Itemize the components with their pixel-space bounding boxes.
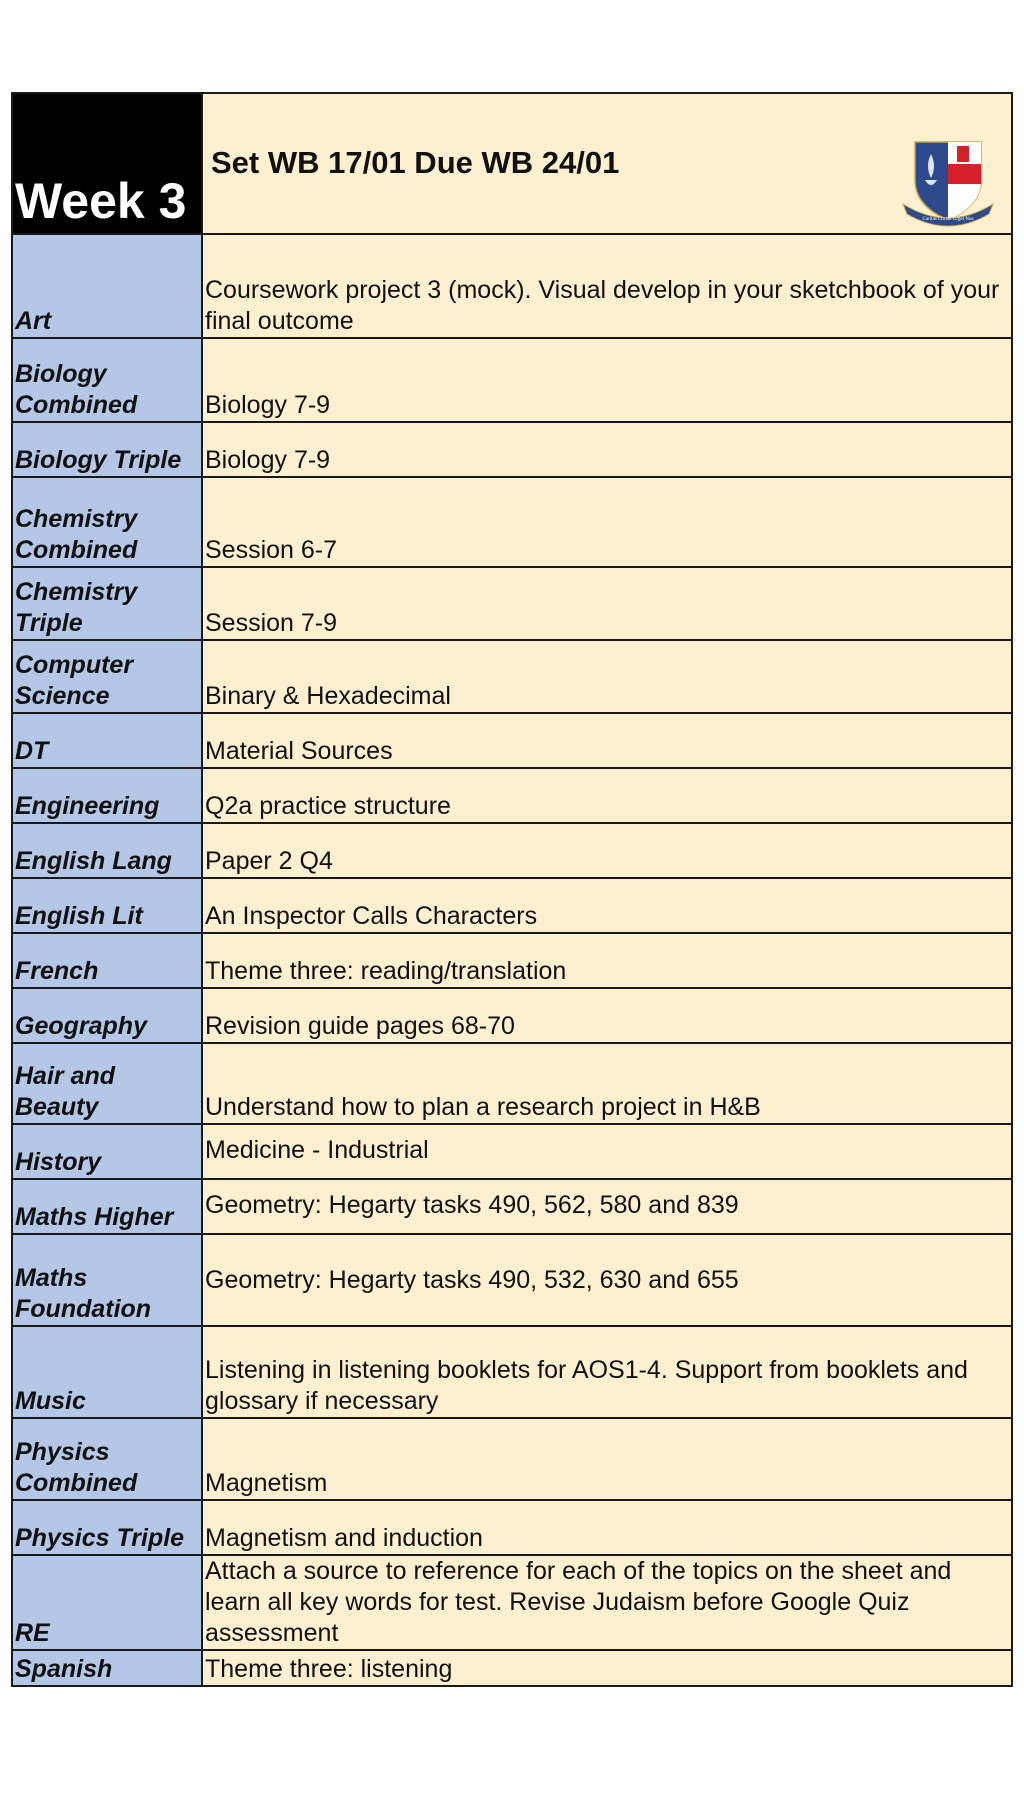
task-text: Theme three: reading/translation (202, 933, 1012, 988)
table-row (12, 1418, 1012, 1500)
table-row (12, 878, 1012, 933)
subject-label: DT (12, 713, 202, 768)
task-text: Magnetism and induction (202, 1500, 1012, 1555)
task-text: Binary & Hexadecimal (202, 640, 1012, 713)
subject-label: Biology Triple (12, 422, 202, 477)
subject-label: English Lit (12, 878, 202, 933)
task-text: Geometry: Hegarty tasks 490, 562, 580 and 839 (202, 1179, 1012, 1234)
subject-label: Computer Science (12, 640, 202, 713)
table-row (12, 1124, 1012, 1179)
task-text: Medicine - Industrial (202, 1124, 1012, 1179)
table-row (12, 1555, 1012, 1650)
table-row (12, 823, 1012, 878)
table-row (12, 234, 1012, 338)
subject-label: RE (12, 1555, 202, 1650)
task-text: Attach a source to reference for each of the topics on the sheet and learn all key words for test. Revise Judaism before Google Quiz assessment (202, 1555, 1012, 1650)
subject-label: Chemistry Triple (12, 567, 202, 640)
subject-label: Biology Combined (12, 338, 202, 422)
header-row (12, 93, 1012, 234)
subject-label: English Lang (12, 823, 202, 878)
week-label: Week 3 (12, 93, 202, 234)
task-text: Paper 2 Q4 (202, 823, 1012, 878)
title-cell (202, 93, 1012, 234)
subject-label: Hair and Beauty (12, 1043, 202, 1124)
subject-label: Physics Combined (12, 1418, 202, 1500)
set-due-title: Set WB 17/01 Due WB 24/01 (211, 144, 620, 180)
table-row (12, 933, 1012, 988)
task-text: Biology 7-9 (202, 338, 1012, 422)
table-row (12, 1500, 1012, 1555)
table-row (12, 1650, 1012, 1686)
subject-label: Spanish (12, 1650, 202, 1686)
task-text: Understand how to plan a research project in H&B (202, 1043, 1012, 1124)
subject-label: Art (12, 234, 202, 338)
subject-label: Maths Higher (12, 1179, 202, 1234)
table-row (12, 477, 1012, 567)
subject-label: French (12, 933, 202, 988)
subject-label: Geography (12, 988, 202, 1043)
table-row (12, 768, 1012, 823)
task-text: Magnetism (202, 1418, 1012, 1500)
table-row (12, 1234, 1012, 1326)
task-text: Material Sources (202, 713, 1012, 768)
crest-motto: Caritas Christi Urget Nos (922, 217, 974, 222)
table-row (12, 713, 1012, 768)
table-row (12, 338, 1012, 422)
task-text: Biology 7-9 (202, 422, 1012, 477)
task-text: Geometry: Hegarty tasks 490, 532, 630 and 655 (202, 1234, 1012, 1326)
task-text: Coursework project 3 (mock). Visual develop in your sketchbook of your final outcome (202, 234, 1012, 338)
table-row (12, 1179, 1012, 1234)
table-row (12, 567, 1012, 640)
homework-table (11, 92, 1013, 1687)
subject-label: Physics Triple (12, 1500, 202, 1555)
subject-label: Engineering (12, 768, 202, 823)
task-text: Theme three: listening (202, 1650, 1012, 1686)
subject-label: History (12, 1124, 202, 1179)
task-text: Session 6-7 (202, 477, 1012, 567)
task-text: Revision guide pages 68-70 (202, 988, 1012, 1043)
task-text: Q2a practice structure (202, 768, 1012, 823)
subject-label: Maths Foundation (12, 1234, 202, 1326)
subject-label: Chemistry Combined (12, 477, 202, 567)
table-row (12, 640, 1012, 713)
task-text: Session 7-9 (202, 567, 1012, 640)
task-text: An Inspector Calls Characters (202, 878, 1012, 933)
table-row (12, 1326, 1012, 1418)
table-row (12, 422, 1012, 477)
subject-label: Music (12, 1326, 202, 1418)
task-text: Listening in listening booklets for AOS1-4. Support from booklets and glossary if necessary (202, 1326, 1012, 1418)
table-row (12, 1043, 1012, 1124)
school-crest-icon (901, 140, 995, 228)
table-row (12, 988, 1012, 1043)
